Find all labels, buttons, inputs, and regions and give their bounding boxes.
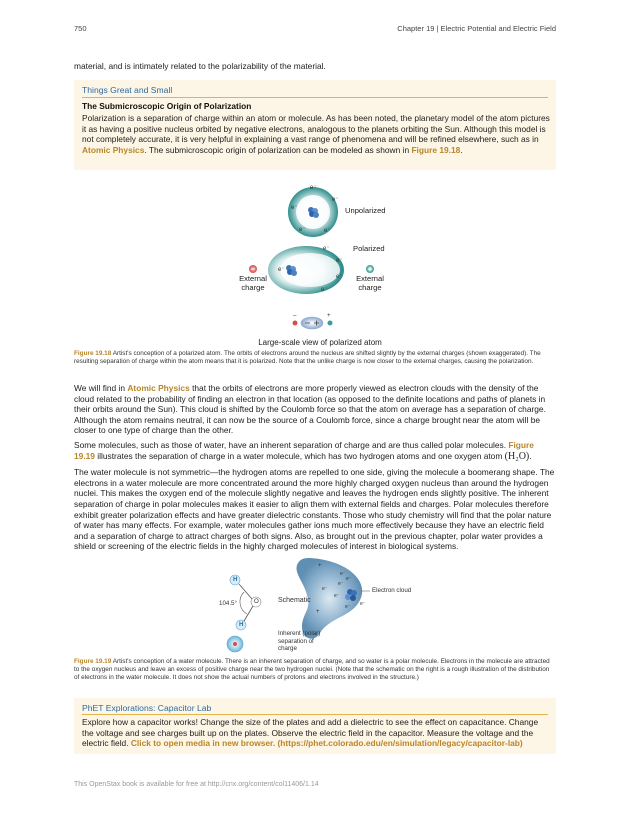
large-scale-label: Large-scale view of polarized atom: [258, 338, 382, 347]
svg-text:e⁻: e⁻: [334, 593, 340, 599]
large-scale-plus: +: [327, 312, 331, 319]
svg-text:e⁻: e⁻: [346, 576, 352, 582]
svg-text:e⁻: e⁻: [299, 227, 306, 233]
feature-box: [74, 80, 556, 170]
svg-text:e⁻: e⁻: [360, 601, 366, 607]
atomic-physics-link[interactable]: Atomic Physics: [82, 144, 145, 155]
label-schematic: Schematic: [278, 597, 311, 604]
svg-text:e⁻: e⁻: [340, 571, 346, 577]
feature-text-2: . The submicroscopic origin of polarization can be modeled as shown in: [144, 144, 412, 155]
label-h-top: H: [233, 576, 238, 583]
svg-text:e⁻: e⁻: [323, 246, 330, 252]
svg-text:e⁻: e⁻: [332, 197, 339, 203]
label-external-charge-right: External charge: [356, 274, 384, 292]
water-formula: (H₂O): [504, 451, 530, 463]
svg-text:e⁻: e⁻: [324, 228, 331, 234]
figure-19-19-caption-text: Artist's conception of a water molecule. There is an inherent separation of charge, and so water is a polar molecule. Electrons in the molecule are attracted to the oxygen nucleus and leave an excess of positive charge near the two hydrogen nuclei. (Note that the schematic on the right is a rough illustration of the distribution of electrons in the water molecule. It does not show the actual numbers of protons and electrons involved in the structure.): [74, 658, 550, 682]
large-scale-minus: –: [293, 312, 297, 319]
phet-text: Explore how a capacitor works! Change the size of the plates and add a dielectric to see the effect on capacitance. Change the voltage and see charges built up on the plates. Observe the electric field in the capacitor. Measure the voltage and the electric field.: [82, 717, 539, 749]
body-text: [74, 383, 556, 556]
svg-text:e⁻: e⁻: [278, 267, 285, 273]
label-h-bottom: H: [239, 621, 244, 628]
svg-text:+: +: [316, 609, 320, 615]
paragraph-3: The water molecule is not symmetric—the hydrogen atoms are repelled to one side, giving the molecule a boomerang shape. The electrons in a water molecule are more concentrated around the more highly charged oxygen nucleus than around the hydrogen nuclei. This makes the oxygen end of the molecule slightly negative and leaves the hydrogen ends slightly positive. The inherent separation of charge in polar molecules makes it easier to align them with external fields and charges. Polar molecules therefore exhibit greater polarization effects and have greater dielectric constants. Those who study chemistry will find that the polar nature of water has many effects. For example, water molecules gather ions much more effectively because they have an electric field and a separation of charge to attract charges of both signs. Also, as brought out in the previous chapter, polar water provides a shield or screening of the electric fields in the highly charged molecules of interest in biological systems.: [74, 467, 555, 552]
atomic-physics-link-2[interactable]: Atomic Physics: [127, 383, 190, 393]
figure-19-18-caption-label: Figure 19.18: [74, 350, 112, 357]
svg-text:e⁻: e⁻: [321, 287, 328, 293]
feature-box-subtitle: The Submicroscopic Origin of Polarization: [82, 101, 252, 111]
svg-text:e⁻: e⁻: [322, 586, 328, 592]
phet-box: [74, 698, 556, 754]
feature-box-rule: [82, 97, 548, 98]
label-external-charge-left: External charge: [239, 274, 267, 292]
feature-box-title: Things Great and Small: [82, 85, 173, 95]
svg-text:e⁻: e⁻: [336, 258, 343, 264]
phet-box-title: PhET Explorations: Capacitor Lab: [82, 703, 212, 713]
para2-text-a: Some molecules, such as those of water, have an inherent separation of charge and are thus called polar molecules.: [74, 440, 509, 451]
svg-text:e⁻: e⁻: [291, 205, 298, 211]
page-number: 750: [74, 24, 87, 33]
label-unpolarized: Unpolarized: [345, 206, 386, 215]
figure-19-18-link[interactable]: Figure 19.18: [411, 144, 461, 155]
chapter-title: Chapter 19 | Electric Potential and Electric Field: [397, 24, 556, 33]
label-polarized: Polarized: [353, 244, 385, 253]
label-inherent-separation: Inherent (polar) separation of charge: [278, 630, 321, 653]
paragraph-1: [74, 383, 556, 436]
svg-text:e⁻: e⁻: [345, 604, 351, 610]
figure-19-18-caption-text: Artist's conception of a polarized atom. The orbits of electrons around the nucleus are shifted slightly by the external charges (shown exaggerated). The resulting separation of charge within the atom means that it is polarized. Note that the unlike charge is now closer to the external charges, causing the polarization.: [74, 350, 541, 366]
label-o: O: [254, 598, 259, 605]
figure-19-19-link[interactable]: Figure 19.19: [74, 440, 534, 462]
phet-box-rule: [82, 714, 548, 715]
polarized-atom-figure: [220, 176, 420, 336]
svg-text:+: +: [318, 563, 322, 569]
paragraph-2: [74, 440, 556, 462]
svg-text:e⁻: e⁻: [310, 185, 317, 191]
large-scale-atom: [301, 317, 323, 329]
para2-text-c: .: [529, 451, 532, 462]
feature-box-text: [82, 113, 550, 155]
phet-box-text: [82, 717, 550, 749]
phet-media-link[interactable]: Click to open media in new browser. (https://phet.colorado.edu/en/simulation/legacy/capacitor-lab): [130, 738, 523, 749]
figure-19-19-caption: [74, 658, 556, 683]
bond-angle: 104.5°: [219, 600, 237, 607]
footer-text: This OpenStax book is available for free at http://cnx.org/content/col11406/1.14: [74, 781, 319, 788]
intro-line: material, and is intimately related to the polarizability of the material.: [74, 61, 326, 71]
svg-text:e⁻: e⁻: [336, 274, 343, 280]
para1-text-b: that the orbits of electrons are more properly viewed as electron clouds with the density of the cloud related to the probability of finding an electron in that location (as opposed to the definite locations and paths of planets in their orbits around the Sun). This cloud is shifted by the Coulomb force so that the atom on average has a separation of charge. Although the atom remains neutral, it can now be the source of a Coulomb force, since a charge brought near the atom will be closer to one type of charge than the other.: [74, 383, 546, 436]
para2-text-b: illustrates the separation of charge in a water molecule, which has two hydrogen atoms and one oxygen atom: [94, 451, 505, 462]
para1-text-a: We will find in: [74, 383, 128, 393]
figure-19-19-caption-label: Figure 19.19: [74, 658, 112, 665]
label-electron-cloud: Electron cloud: [372, 587, 412, 594]
figure-19-18-caption: [74, 350, 556, 366]
svg-text:e⁻: e⁻: [338, 581, 344, 587]
feature-text-3: .: [460, 144, 463, 155]
feature-text-1: Polarization is a separation of charge within an atom or molecule. As has been noted, the planetary model of the atom pictures it as having a positive nucleus orbited by negative electrons, analogous to the planets orbiting the Sun. Although this model is not completely accurate, it is very helpful in explaining a vast range of phenomena and will be refined elsewhere, such as in: [82, 113, 550, 145]
